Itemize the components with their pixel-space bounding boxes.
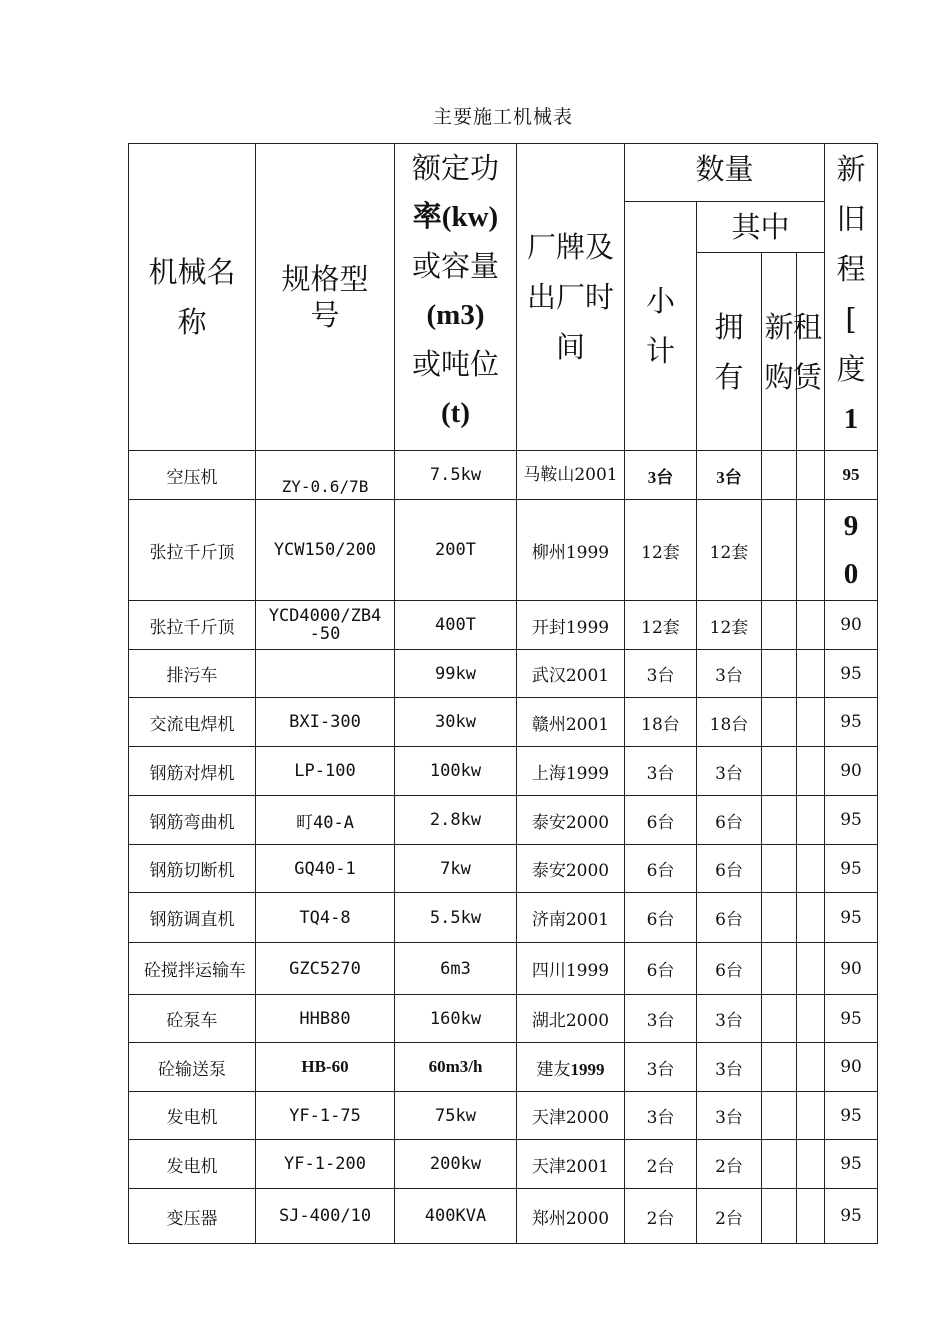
cell-lease xyxy=(797,747,825,796)
cell-power: 99kw xyxy=(395,650,517,698)
cell-new-buy xyxy=(762,747,797,796)
cell-newness: 95 xyxy=(825,650,878,698)
cell-lease xyxy=(797,796,825,845)
cell-newness: 90 xyxy=(825,747,878,796)
cell-power: 200kw xyxy=(395,1140,517,1189)
cell-subtotal: 3台 xyxy=(625,1043,697,1092)
cell-power: 7.5kw xyxy=(395,451,517,500)
header-quantity: 数量 xyxy=(625,144,825,202)
cell-subtotal: 6台 xyxy=(625,943,697,995)
cell-model: YCD4000/ZB4-50 xyxy=(256,601,395,650)
table-row xyxy=(129,451,878,500)
cell-newness: 90 xyxy=(825,1043,878,1092)
table-row xyxy=(129,943,878,995)
cell-model: GZC5270 xyxy=(256,943,395,995)
header-name: 机械名称 xyxy=(129,144,256,451)
header-owned: 拥有 xyxy=(697,253,762,451)
cell-new-buy xyxy=(762,1092,797,1140)
cell-newness: 95 xyxy=(825,893,878,943)
cell-newness: 95 xyxy=(825,451,878,500)
cell-model: YF-1-200 xyxy=(256,1140,395,1189)
header-power: 额定功 率(kw) 或容量 (m3) 或吨位 (t) xyxy=(395,144,517,451)
cell-brand: 四川1999 xyxy=(517,943,625,995)
cell-name: 发电机 xyxy=(129,1140,256,1189)
cell-newness: 95 xyxy=(825,796,878,845)
cell-model: SJ-400/10 xyxy=(256,1189,395,1244)
cell-power: 200T xyxy=(395,500,517,601)
cell-new-buy xyxy=(762,796,797,845)
table-row xyxy=(129,845,878,893)
cell-lease xyxy=(797,601,825,650)
cell-lease xyxy=(797,1189,825,1244)
cell-lease xyxy=(797,650,825,698)
table-row xyxy=(129,995,878,1043)
cell-owned: 6台 xyxy=(697,943,762,995)
table-row xyxy=(129,500,878,601)
cell-name: 砼搅拌运输车 xyxy=(129,943,256,995)
table-row xyxy=(129,1140,878,1189)
cell-model: TQ4-8 xyxy=(256,893,395,943)
cell-subtotal: 6台 xyxy=(625,796,697,845)
cell-owned: 12套 xyxy=(697,601,762,650)
cell-newness: 95 xyxy=(825,1140,878,1189)
cell-subtotal: 2台 xyxy=(625,1140,697,1189)
cell-brand: 上海1999 xyxy=(517,747,625,796)
cell-owned: 3台 xyxy=(697,995,762,1043)
table-row xyxy=(129,1043,878,1092)
cell-model: BXI-300 xyxy=(256,698,395,747)
cell-power: 100kw xyxy=(395,747,517,796)
cell-name: 发电机 xyxy=(129,1092,256,1140)
cell-newness: 90 xyxy=(825,943,878,995)
table-row xyxy=(129,747,878,796)
cell-subtotal: 3台 xyxy=(625,451,697,500)
cell-subtotal: 12套 xyxy=(625,601,697,650)
cell-lease xyxy=(797,451,825,500)
cell-lease xyxy=(797,893,825,943)
cell-power: 6m3 xyxy=(395,943,517,995)
cell-new-buy xyxy=(762,1043,797,1092)
cell-owned: 3台 xyxy=(697,1092,762,1140)
cell-brand: 泰安2000 xyxy=(517,845,625,893)
cell-new-buy xyxy=(762,943,797,995)
cell-subtotal: 18台 xyxy=(625,698,697,747)
cell-newness: 95 xyxy=(825,698,878,747)
cell-new-buy xyxy=(762,845,797,893)
cell-subtotal: 6台 xyxy=(625,845,697,893)
cell-subtotal: 3台 xyxy=(625,995,697,1043)
cell-owned: 3台 xyxy=(697,451,762,500)
cell-model: LP-100 xyxy=(256,747,395,796)
cell-brand: 郑州2000 xyxy=(517,1189,625,1244)
cell-owned: 6台 xyxy=(697,893,762,943)
cell-new-buy xyxy=(762,500,797,601)
table-row xyxy=(129,650,878,698)
cell-power: 30kw xyxy=(395,698,517,747)
cell-subtotal: 3台 xyxy=(625,747,697,796)
cell-lease xyxy=(797,845,825,893)
cell-power: 7kw xyxy=(395,845,517,893)
cell-model: YCW150/200 xyxy=(256,500,395,601)
cell-lease xyxy=(797,1043,825,1092)
cell-power: 75kw xyxy=(395,1092,517,1140)
table-row xyxy=(129,1189,878,1244)
cell-new-buy xyxy=(762,893,797,943)
cell-brand: 天津2001 xyxy=(517,1140,625,1189)
cell-name: 张拉千斤顶 xyxy=(129,500,256,601)
cell-name: 变压器 xyxy=(129,1189,256,1244)
cell-new-buy xyxy=(762,995,797,1043)
cell-brand: 柳州1999 xyxy=(517,500,625,601)
cell-power: 400T xyxy=(395,601,517,650)
cell-brand: 武汉2001 xyxy=(517,650,625,698)
cell-name: 砼泵车 xyxy=(129,995,256,1043)
cell-power: 5.5kw xyxy=(395,893,517,943)
cell-name: 张拉千斤顶 xyxy=(129,601,256,650)
cell-brand: 开封1999 xyxy=(517,601,625,650)
cell-name: 钢筋切断机 xyxy=(129,845,256,893)
header-among: 其中 xyxy=(697,202,825,253)
cell-owned: 18台 xyxy=(697,698,762,747)
cell-model: HHB80 xyxy=(256,995,395,1043)
cell-lease xyxy=(797,500,825,601)
cell-newness: 90 xyxy=(825,601,878,650)
cell-lease xyxy=(797,1140,825,1189)
cell-model: YF-1-75 xyxy=(256,1092,395,1140)
cell-owned: 12套 xyxy=(697,500,762,601)
cell-name: 钢筋对焊机 xyxy=(129,747,256,796)
cell-new-buy xyxy=(762,650,797,698)
cell-model: ZY-0.6/7B xyxy=(256,451,395,500)
cell-name: 排污车 xyxy=(129,650,256,698)
cell-lease xyxy=(797,1092,825,1140)
cell-owned: 3台 xyxy=(697,747,762,796)
cell-power: 60m3/h xyxy=(395,1043,517,1092)
header-newness: 新 旧 程 [ 度 1 xyxy=(825,144,878,451)
table-row xyxy=(129,601,878,650)
cell-owned: 2台 xyxy=(697,1189,762,1244)
cell-model: GQ40-1 xyxy=(256,845,395,893)
header-lease: 租赁 xyxy=(797,253,825,451)
cell-lease xyxy=(797,698,825,747)
cell-new-buy xyxy=(762,601,797,650)
cell-newness: 95 xyxy=(825,1092,878,1140)
cell-new-buy xyxy=(762,698,797,747)
cell-subtotal: 3台 xyxy=(625,650,697,698)
cell-model xyxy=(256,650,395,698)
header-model: 规格型号 xyxy=(256,144,395,451)
cell-power: 400KVA xyxy=(395,1189,517,1244)
cell-brand: 济南2001 xyxy=(517,893,625,943)
header-subtotal: 小计 xyxy=(625,202,697,451)
cell-brand: 天津2000 xyxy=(517,1092,625,1140)
cell-name: 空压机 xyxy=(129,451,256,500)
cell-owned: 3台 xyxy=(697,1043,762,1092)
cell-owned: 6台 xyxy=(697,796,762,845)
cell-new-buy xyxy=(762,451,797,500)
cell-lease xyxy=(797,943,825,995)
cell-brand: 赣州2001 xyxy=(517,698,625,747)
cell-owned: 6台 xyxy=(697,845,762,893)
cell-subtotal: 6台 xyxy=(625,893,697,943)
cell-owned: 2台 xyxy=(697,1140,762,1189)
cell-name: 砼输送泵 xyxy=(129,1043,256,1092)
cell-model: 町40-A xyxy=(256,796,395,845)
cell-subtotal: 3台 xyxy=(625,1092,697,1140)
cell-newness: 95 xyxy=(825,995,878,1043)
cell-subtotal: 12套 xyxy=(625,500,697,601)
cell-brand: 建友1999 xyxy=(517,1043,625,1092)
table-row xyxy=(129,1092,878,1140)
cell-power: 2.8kw xyxy=(395,796,517,845)
header-new-buy: 新购 xyxy=(762,253,797,451)
cell-model: HB-60 xyxy=(256,1043,395,1092)
cell-subtotal: 2台 xyxy=(625,1189,697,1244)
header-brand: 厂牌及出厂时间 xyxy=(517,144,625,451)
cell-new-buy xyxy=(762,1189,797,1244)
cell-lease xyxy=(797,995,825,1043)
machinery-table xyxy=(128,143,878,1244)
cell-newness: 95 xyxy=(825,845,878,893)
page-title: 主要施工机械表 xyxy=(432,106,573,128)
cell-owned: 3台 xyxy=(697,650,762,698)
table-row xyxy=(129,698,878,747)
cell-brand: 湖北2000 xyxy=(517,995,625,1043)
cell-name: 钢筋弯曲机 xyxy=(129,796,256,845)
cell-name: 交流电焊机 xyxy=(129,698,256,747)
table-row xyxy=(129,893,878,943)
cell-newness: 90 xyxy=(825,500,878,601)
cell-name: 钢筋调直机 xyxy=(129,893,256,943)
table-row xyxy=(129,796,878,845)
cell-new-buy xyxy=(762,1140,797,1189)
cell-power: 160kw xyxy=(395,995,517,1043)
cell-brand: 泰安2000 xyxy=(517,796,625,845)
cell-brand: 马鞍山2001 xyxy=(517,451,625,500)
cell-newness: 95 xyxy=(825,1189,878,1244)
